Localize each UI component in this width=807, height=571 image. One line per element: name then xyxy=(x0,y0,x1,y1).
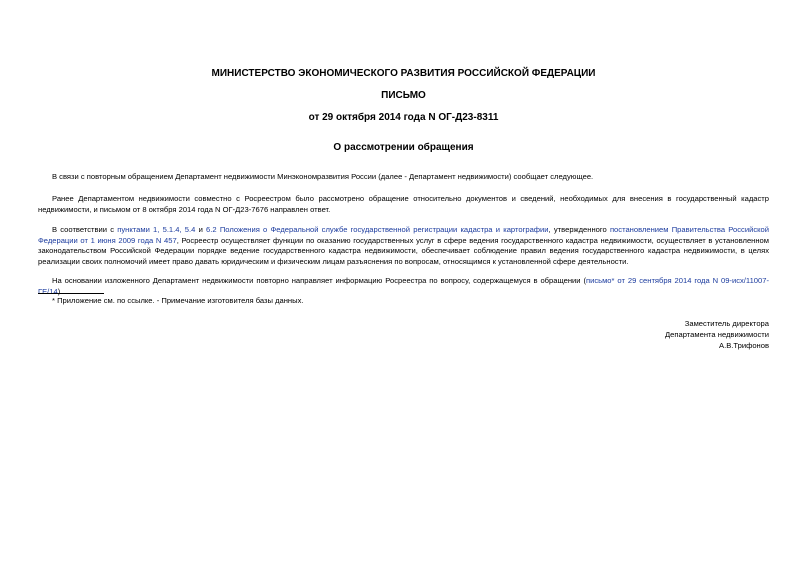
paragraph-4-text-2: ). xyxy=(57,286,63,296)
paragraph-3-text-1: В соответствии с xyxy=(52,225,118,234)
paragraph-1: В связи с повторным обращением Департамент недвижимости Минэкономразвития России (далее - Департамент недвижимости) сообщает следующее. xyxy=(52,172,594,181)
paragraph-3-text-2: и xyxy=(195,225,207,234)
link-point-6-2[interactable]: 6.2 xyxy=(206,225,217,234)
paragraph-3-text-5: , Росреестр осуществляет функции по оказанию государственных услуг в сфере ведения государственного кадастра недвижимости, осуществляет в установленном законодательством Российской Федерации порядке ведение государственного кадастра недвижимости, обеспечивает соблюдение правил ведения государственного кадастра недвижимости, в целях реализации своих полномочий имеет право давать юридическим и физическим лицам разъяснения по вопросам, относящимся к установленной сфере деятельности. xyxy=(38,235,769,266)
paragraph-3 xyxy=(38,225,769,267)
link-letter-09-isx-11007[interactable]: письмо* от 29 сентября 2014 года N 09-исх/11007-ГЕ/14 xyxy=(38,276,769,296)
footnote: * Приложение см. по ссылке. - Примечание изготовителя базы данных. xyxy=(52,296,304,305)
document-date-number: от 29 октября 2014 года N ОГ-Д23-8311 xyxy=(308,112,499,123)
ministry-title: МИНИСТЕРСТВО ЭКОНОМИЧЕСКОГО РАЗВИТИЯ РОССИЙСКОЙ ФЕДЕРАЦИИ xyxy=(211,68,596,79)
document-subject: О рассмотрении обращения xyxy=(333,142,474,153)
signature-name: А.В.Трифонов xyxy=(719,341,769,350)
signature-block xyxy=(665,318,769,351)
document-type: ПИСЬМО xyxy=(381,90,426,101)
signature-department: Департамента недвижимости xyxy=(665,330,769,339)
paragraph-4 xyxy=(38,276,769,297)
paragraph-3-text-4: , утвержденного xyxy=(548,225,610,234)
footnote-divider xyxy=(38,293,104,294)
link-rosreestr-regulation[interactable]: Положения о Федеральной службе государственной регистрации кадастра и картографии xyxy=(219,225,549,234)
paragraph-4-text-1: На основании изложенного Департамент недвижимости повторно направляет информацию Росреестра по вопросу, содержащемуся в обращении ( xyxy=(52,276,586,285)
paragraph-2: Ранее Департаментом недвижимости совместно с Росреестром было рассмотрено обращение относительно документов и сведений, необходимых для внесения в государственный кадастр недвижимости, и письмом от 8 октября 2014 года N ОГ-Д23-7676 направлен ответ. xyxy=(38,194,769,214)
signature-position: Заместитель директора xyxy=(684,319,769,328)
link-points-1-5-1-4-5-4[interactable]: пунктами 1, 5.1.4, 5.4 xyxy=(117,225,196,234)
link-government-resolution-457[interactable]: постановлением Правительства Российской Федерации от 1 июня 2009 года N 457 xyxy=(38,225,770,245)
